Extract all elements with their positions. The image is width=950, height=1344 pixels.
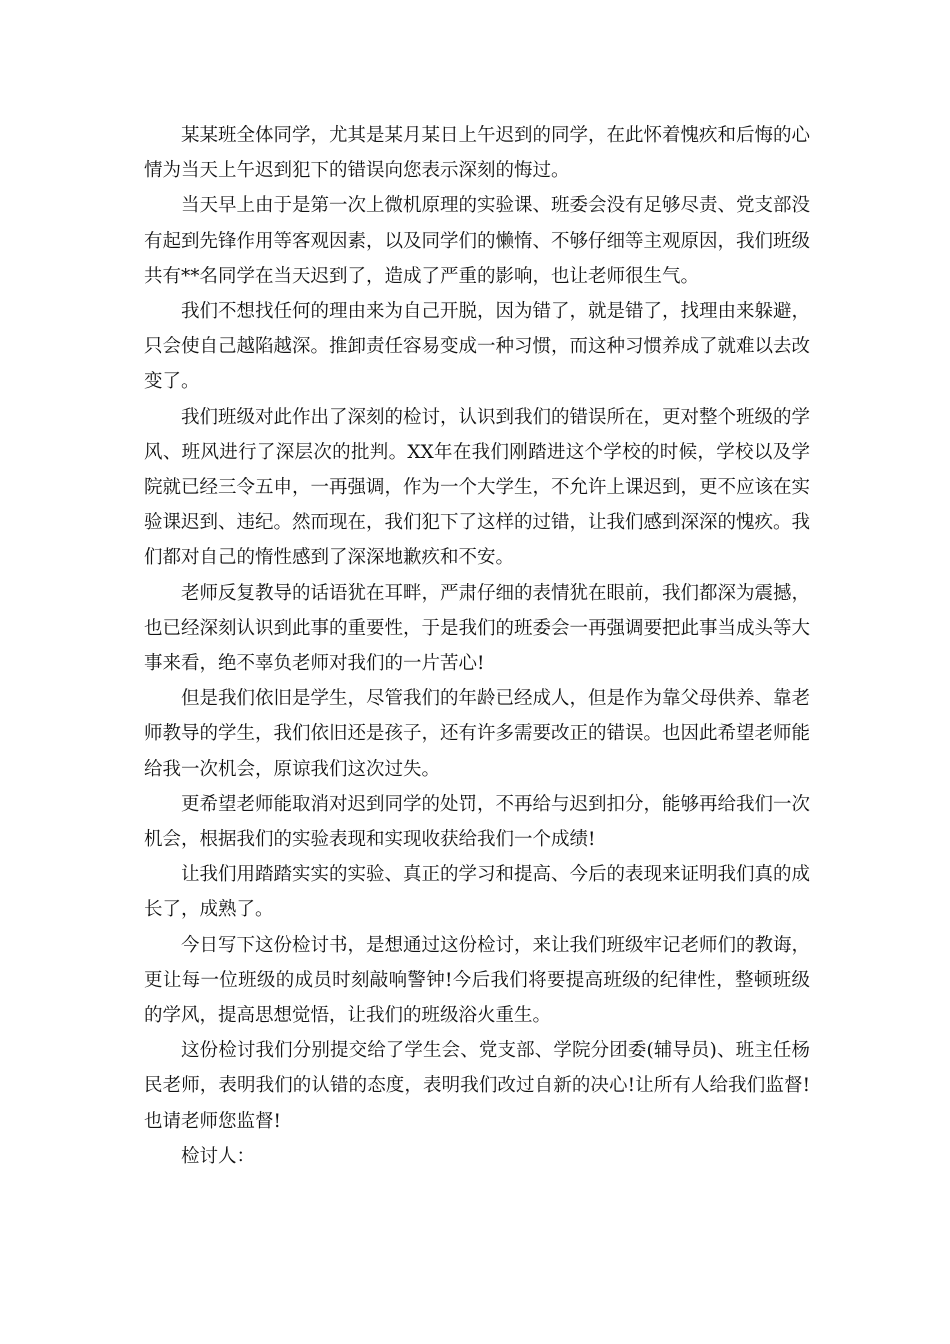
paragraph-2: 当天早上由于是第一次上微机原理的实验课、班委会没有足够尽责、党支部没有起到先锋作用等客观因素，以及同学们的懒惰、不够仔细等主观原因，我们班级共有**名同学在当天迟到了，造成了严重的影响，也让老师很生气。 bbox=[144, 195, 811, 287]
paragraph-10: 这份检讨我们分别提交给了学生会、党支部、学院分团委(辅导员)、班主任杨民老师，表明我们的认错的态度，表明我们改过自新的决心!让所有人给我们监督!也请老师您监督! bbox=[144, 1040, 810, 1132]
paragraph-3: 我们不想找任何的理由来为自己开脱，因为错了，就是错了，找理由来躲避，只会使自己越陷越深。推卸责任容易变成一种习惯，而这种习惯养成了就难以去改变了。 bbox=[144, 301, 811, 393]
paragraph-5: 老师反复教导的话语犹在耳畔，严肃仔细的表情犹在眼前，我们都深为震撼，也已经深刻认识到此事的重要性，于是我们的班委会一再强调要把此事当成头等大事来看，绝不辜负老师对我们的一片苦心! bbox=[144, 582, 811, 675]
paragraph-6: 但是我们依旧是学生，尽管我们的年龄已经成人，但是作为靠父母供养、靠老师教导的学生，我们依旧还是孩子，还有许多需要改正的错误。也因此希望老师能给我一次机会，原谅我们这次过失。 bbox=[144, 688, 811, 780]
paragraph-7: 更希望老师能取消对迟到同学的处罚，不再给与迟到扣分，能够再给我们一次机会，根据我们的实验表现和实现收获给我们一个成绩! bbox=[144, 793, 811, 851]
paragraph-8: 让我们用踏踏实实的实验、真正的学习和提高、今后的表现来证明我们真的成长了，成熟了。 bbox=[144, 864, 811, 921]
document-body bbox=[144, 118, 810, 1174]
signature-label: 检讨人： bbox=[181, 1145, 256, 1167]
paragraph-4: 我们班级对此作出了深刻的检讨，认识到我们的错误所在，更对整个班级的学风、班风进行了深层次的批判。XX年在我们刚踏进这个学校的时候，学校以及学院就已经三令五申，一再强调，作为一个大学生，不允许上课迟到，更不应该在实验课迟到、违纪。然而现在，我们犯下了这样的过错，让我们感到深深的愧疚。我们都对自己的惰性感到了深深地歉疚和不安。 bbox=[144, 406, 811, 569]
paragraph-9: 今日写下这份检讨书，是想通过这份检讨，来让我们班级牢记老师们的教诲，更让每一位班级的成员时刻敲响警钟!今后我们将要提高班级的纪律性，整顿班级的学风，提高思想觉悟，让我们的班级浴火重生。 bbox=[144, 934, 811, 1027]
paragraph-1: 某某班全体同学，尤其是某月某日上午迟到的同学，在此怀着愧疚和后悔的心情为当天上午迟到犯下的错误向您表示深刻的悔过。 bbox=[144, 125, 811, 182]
